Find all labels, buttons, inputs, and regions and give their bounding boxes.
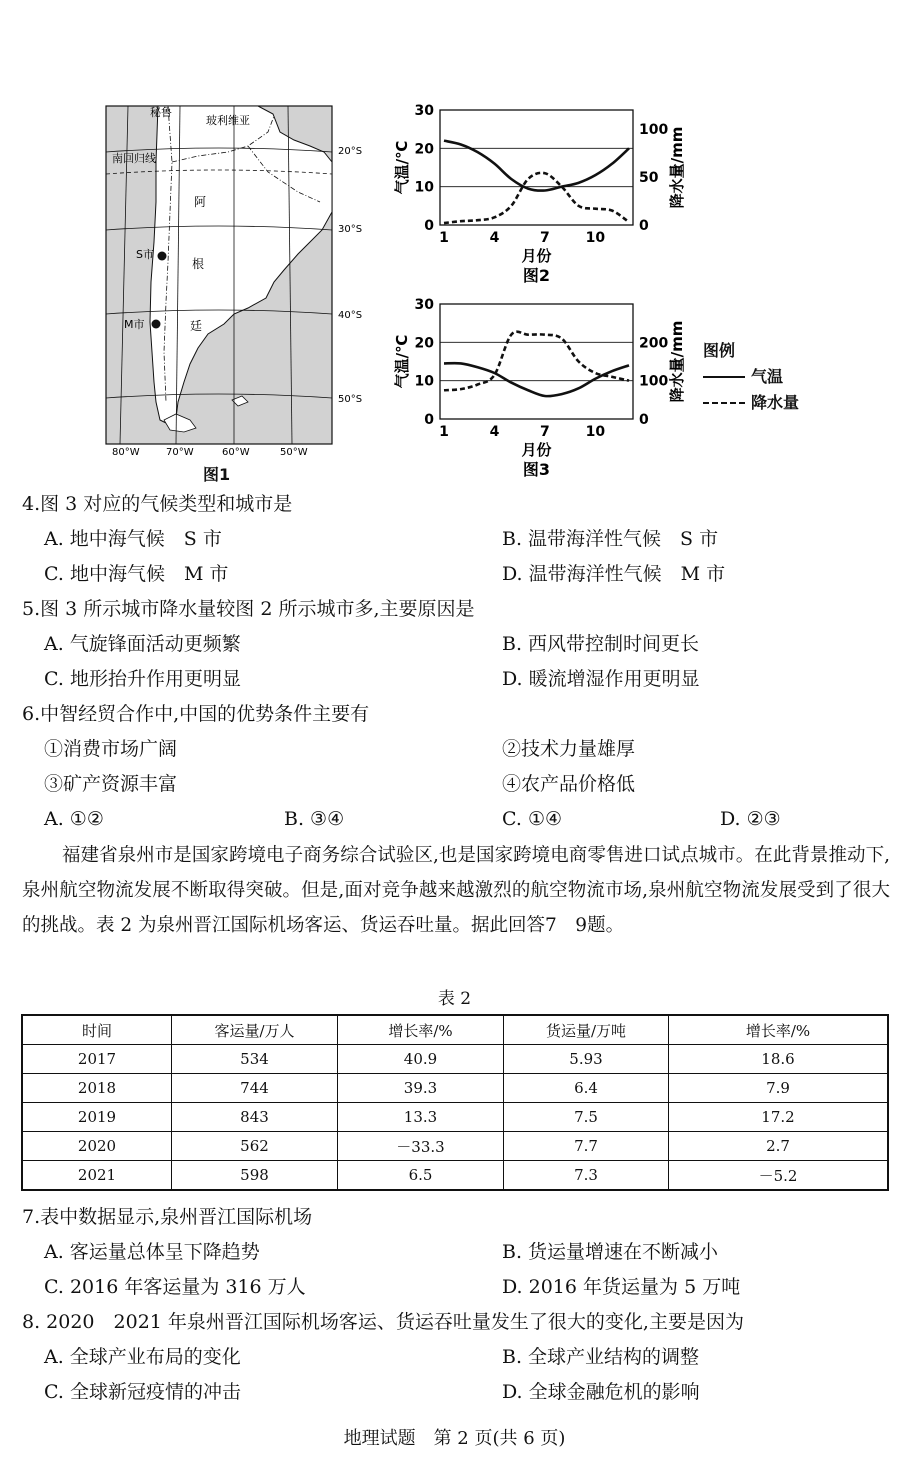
- fig2-x-axis-label: 月份: [521, 247, 552, 265]
- cell: 13.3: [338, 1103, 504, 1132]
- argentina-char-1: 阿: [194, 195, 207, 209]
- q7-stem: 7.表中数据显示,泉州晋江国际机场: [22, 1206, 313, 1228]
- lat-50-label: 50°S: [338, 394, 363, 405]
- fig2-precip-line: [444, 173, 629, 223]
- cell: 2018: [22, 1074, 172, 1103]
- q7-option-c[interactable]: C. 2016 年客运量为 316 万人: [44, 1276, 306, 1298]
- legend-temp-label: 气温: [751, 367, 784, 386]
- fig2-y2-tick-label: 50: [639, 170, 659, 187]
- tropic-label: 南回归线: [112, 152, 156, 165]
- figure2-chart: [385, 100, 695, 290]
- fig3-y-tick-label: 30: [414, 297, 434, 313]
- legend: [703, 338, 799, 416]
- fig3-x-tick-label: 4: [489, 424, 500, 440]
- fig2-plot-frame: [440, 110, 633, 225]
- fig2-y-tick-label: 20: [414, 141, 434, 158]
- q5-option-c[interactable]: C. 地形抬升作用更明显: [44, 668, 241, 690]
- fig2-x-tick-label: 1: [439, 230, 449, 246]
- fig2-y-tick-label: 0: [424, 218, 434, 234]
- fig2-y-axis-label: 气温/℃: [393, 140, 411, 195]
- q5-option-a[interactable]: A. 气旋锋面活动更频繁: [44, 633, 241, 655]
- q8-option-a[interactable]: A. 全球产业布局的变化: [44, 1346, 241, 1368]
- fig3-y-tick-label: 0: [424, 412, 434, 428]
- figure1-caption: 图1: [203, 465, 231, 484]
- figure1-map: [98, 102, 368, 462]
- cell: 6.4: [504, 1074, 669, 1103]
- cell: 6.5: [338, 1161, 504, 1191]
- cell: 18.6: [669, 1045, 889, 1074]
- cell: 2021: [22, 1161, 172, 1191]
- cell: 843: [172, 1103, 338, 1132]
- fig2-y2-axis-label: 降水量/mm: [668, 126, 686, 209]
- q7-option-d[interactable]: D. 2016 年货运量为 5 万吨: [502, 1276, 741, 1298]
- q8-option-b[interactable]: B. 全球产业结构的调整: [502, 1346, 700, 1368]
- fig3-x-tick-label: 10: [585, 424, 606, 440]
- table-row: [22, 1074, 888, 1103]
- lat-40-label: 40°S: [338, 310, 363, 321]
- q6-option-c[interactable]: C. ①④: [502, 808, 563, 830]
- cell: 5.93: [504, 1045, 669, 1074]
- fig3-y-tick-label: 10: [414, 373, 434, 390]
- fig3-caption: 图3: [522, 460, 551, 479]
- fig3-x-tick-label: 7: [540, 424, 550, 440]
- cell: 7.7: [504, 1132, 669, 1161]
- lat-20-label: 20°S: [338, 146, 363, 157]
- q8-stem: 8. 2020 2021 年泉州晋江国际机场客运、货运吞吐量发生了很大的变化,主要是因为: [22, 1311, 744, 1333]
- q6-stem: 6.中智经贸合作中,中国的优势条件主要有: [22, 703, 370, 725]
- fig3-x-axis-label: 月份: [521, 441, 552, 459]
- cell: 2.7: [669, 1132, 889, 1161]
- argentina-char-3: 廷: [190, 319, 203, 333]
- fig3-temp-line: [444, 363, 629, 396]
- header-passenger-growth: 增长率/%: [338, 1015, 504, 1045]
- cell: －5.2: [669, 1161, 889, 1191]
- table-header-row: [22, 1015, 888, 1045]
- fig3-y2-axis-label: 降水量/mm: [668, 320, 686, 403]
- legend-title: 图例: [703, 341, 736, 360]
- fig3-y2-tick-label: 0: [639, 412, 649, 428]
- legend-temp: [703, 364, 799, 390]
- q6-option-b[interactable]: B. ③④: [284, 808, 345, 830]
- q5-option-b[interactable]: B. 西风带控制时间更长: [502, 633, 700, 655]
- fig2-y2-tick-label: 100: [639, 122, 669, 139]
- q8-option-c[interactable]: C. 全球新冠疫情的冲击: [44, 1381, 241, 1403]
- q8-option-d[interactable]: D. 全球金融危机的影响: [502, 1381, 700, 1403]
- fig3-y2-tick-label: 100: [639, 373, 669, 390]
- cell: 562: [172, 1132, 338, 1161]
- fig3-y2-tick-label: 200: [639, 335, 669, 352]
- q4-stem: 4.图 3 对应的气候类型和城市是: [22, 493, 293, 515]
- peru-label: 秘鲁: [150, 106, 172, 119]
- q6-item-4: ④农产品价格低: [502, 773, 636, 795]
- cell: 7.5: [504, 1103, 669, 1132]
- q4-option-c[interactable]: C. 地中海气候 M 市: [44, 563, 229, 585]
- header-cargo-growth: 增长率/%: [669, 1015, 889, 1045]
- fig3-y-axis-label: 气温/℃: [393, 334, 411, 389]
- cell: 2017: [22, 1045, 172, 1074]
- cell: 2019: [22, 1103, 172, 1132]
- fig2-caption: 图2: [522, 266, 551, 285]
- table-row: [22, 1103, 888, 1132]
- fig2-y2-tick-label: 0: [639, 218, 649, 234]
- q5-option-d[interactable]: D. 暖流增湿作用更明显: [502, 668, 700, 690]
- bolivia-label: 玻利维亚: [206, 114, 250, 127]
- cell: 7.9: [669, 1074, 889, 1103]
- q5-stem: 5.图 3 所示城市降水量较图 2 所示城市多,主要原因是: [22, 598, 475, 620]
- m-city-label: M市: [124, 318, 145, 331]
- argentina-char-2: 根: [192, 257, 205, 271]
- q4-option-d[interactable]: D. 温带海洋性气候 M 市: [502, 563, 726, 585]
- q4-option-b[interactable]: B. 温带海洋性气候 S 市: [502, 528, 719, 550]
- fig2-y-tick-label: 10: [414, 179, 434, 196]
- q7-option-a[interactable]: A. 客运量总体呈下降趋势: [44, 1241, 260, 1263]
- q6-item-1: ①消费市场广阔: [44, 738, 178, 760]
- fig2-y-tick-label: 30: [414, 103, 434, 119]
- q6-item-2: ②技术力量雄厚: [502, 738, 636, 760]
- table-row: [22, 1045, 888, 1074]
- figure3-chart: [385, 294, 695, 484]
- cell: 17.2: [669, 1103, 889, 1132]
- cell: 534: [172, 1045, 338, 1074]
- q6-option-d[interactable]: D. ②③: [720, 808, 781, 830]
- fig2-x-tick-label: 7: [540, 230, 550, 246]
- s-city-label: S市: [136, 248, 154, 261]
- legend-precip-label: 降水量: [751, 393, 800, 412]
- lon-60-label: 60°W: [222, 447, 250, 458]
- fig3-y-tick-label: 20: [414, 335, 434, 352]
- cell: 744: [172, 1074, 338, 1103]
- data-table: [21, 1014, 889, 1191]
- table-caption: 表 2: [437, 989, 472, 1009]
- lat-30-label: 30°S: [338, 224, 363, 235]
- cell: －33.3: [338, 1132, 504, 1161]
- cell: 39.3: [338, 1074, 504, 1103]
- fig2-x-tick-label: 4: [489, 230, 500, 246]
- q7-option-b[interactable]: B. 货运量增速在不断减小: [502, 1241, 719, 1263]
- page-footer: 地理试题 第 2 页(共 6 页): [343, 1428, 566, 1449]
- cell: 598: [172, 1161, 338, 1191]
- header-cargo: 货运量/万吨: [504, 1015, 669, 1045]
- header-year: 时间: [22, 1015, 172, 1045]
- q6-option-a[interactable]: A. ①②: [44, 808, 104, 830]
- cell: 7.3: [504, 1161, 669, 1191]
- lon-80-label: 80°W: [112, 447, 140, 458]
- legend-precip: [703, 390, 799, 416]
- passage: 福建省泉州市是国家跨境电子商务综合试验区,也是国家跨境电商零售进口试点城市。在此背景推动下,泉州航空物流发展不断取得突破。但是,面对竞争越来越激烈的航空物流市场,泉州航空物流发展受到了很大的挑战。表 2 为泉州晋江国际机场客运、货运吞吐量。据此回答7 9题。: [22, 845, 890, 936]
- table-row: [22, 1161, 888, 1191]
- fig2-x-tick-label: 10: [585, 230, 606, 246]
- lon-50-label: 50°W: [280, 447, 308, 458]
- q4-option-a[interactable]: A. 地中海气候 S 市: [44, 528, 222, 550]
- fig3-precip-line: [444, 332, 629, 391]
- cell: 40.9: [338, 1045, 504, 1074]
- header-passengers: 客运量/万人: [172, 1015, 338, 1045]
- cell: 2020: [22, 1132, 172, 1161]
- table-row: [22, 1132, 888, 1161]
- fig3-plot-frame: [440, 304, 633, 419]
- q6-item-3: ③矿产资源丰富: [44, 773, 178, 795]
- fig3-x-tick-label: 1: [439, 424, 449, 440]
- lon-70-label: 70°W: [166, 447, 194, 458]
